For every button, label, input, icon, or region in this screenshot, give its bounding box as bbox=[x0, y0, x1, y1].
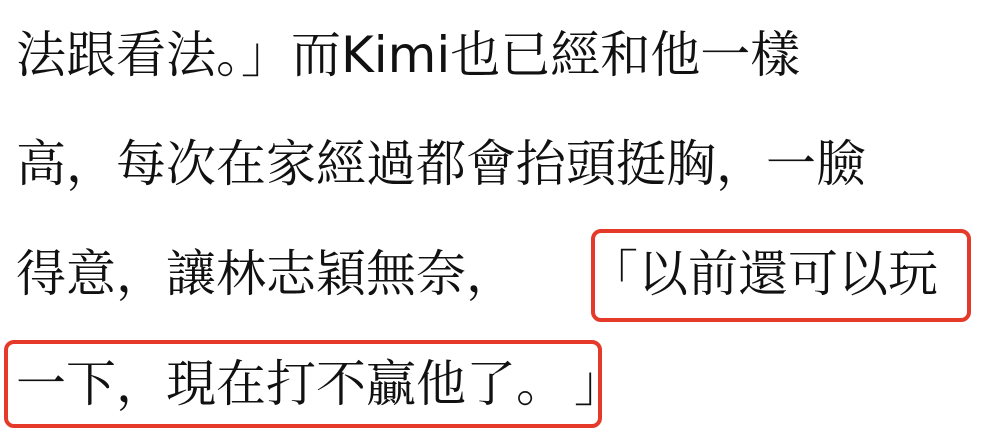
highlight-box-quote-end bbox=[4, 340, 602, 428]
line-2-text: 高，每次在家經過都會抬頭挺胸，一臉 bbox=[16, 135, 866, 193]
paragraph-line-2 bbox=[16, 135, 866, 193]
highlight-box-quote-start bbox=[591, 229, 971, 322]
line-1-text: 法跟看法。」而Kimi也已經和他一樣 bbox=[16, 26, 801, 84]
paragraph-line-1 bbox=[16, 26, 801, 84]
line-3-text: 得意，讓林志穎無奈， bbox=[16, 245, 516, 303]
quote-part-1: 「以前還可以玩 bbox=[588, 245, 938, 303]
quote-part-2: 一下，現在打不贏他了。 bbox=[16, 355, 566, 413]
closing-quote: 」 bbox=[574, 355, 624, 413]
